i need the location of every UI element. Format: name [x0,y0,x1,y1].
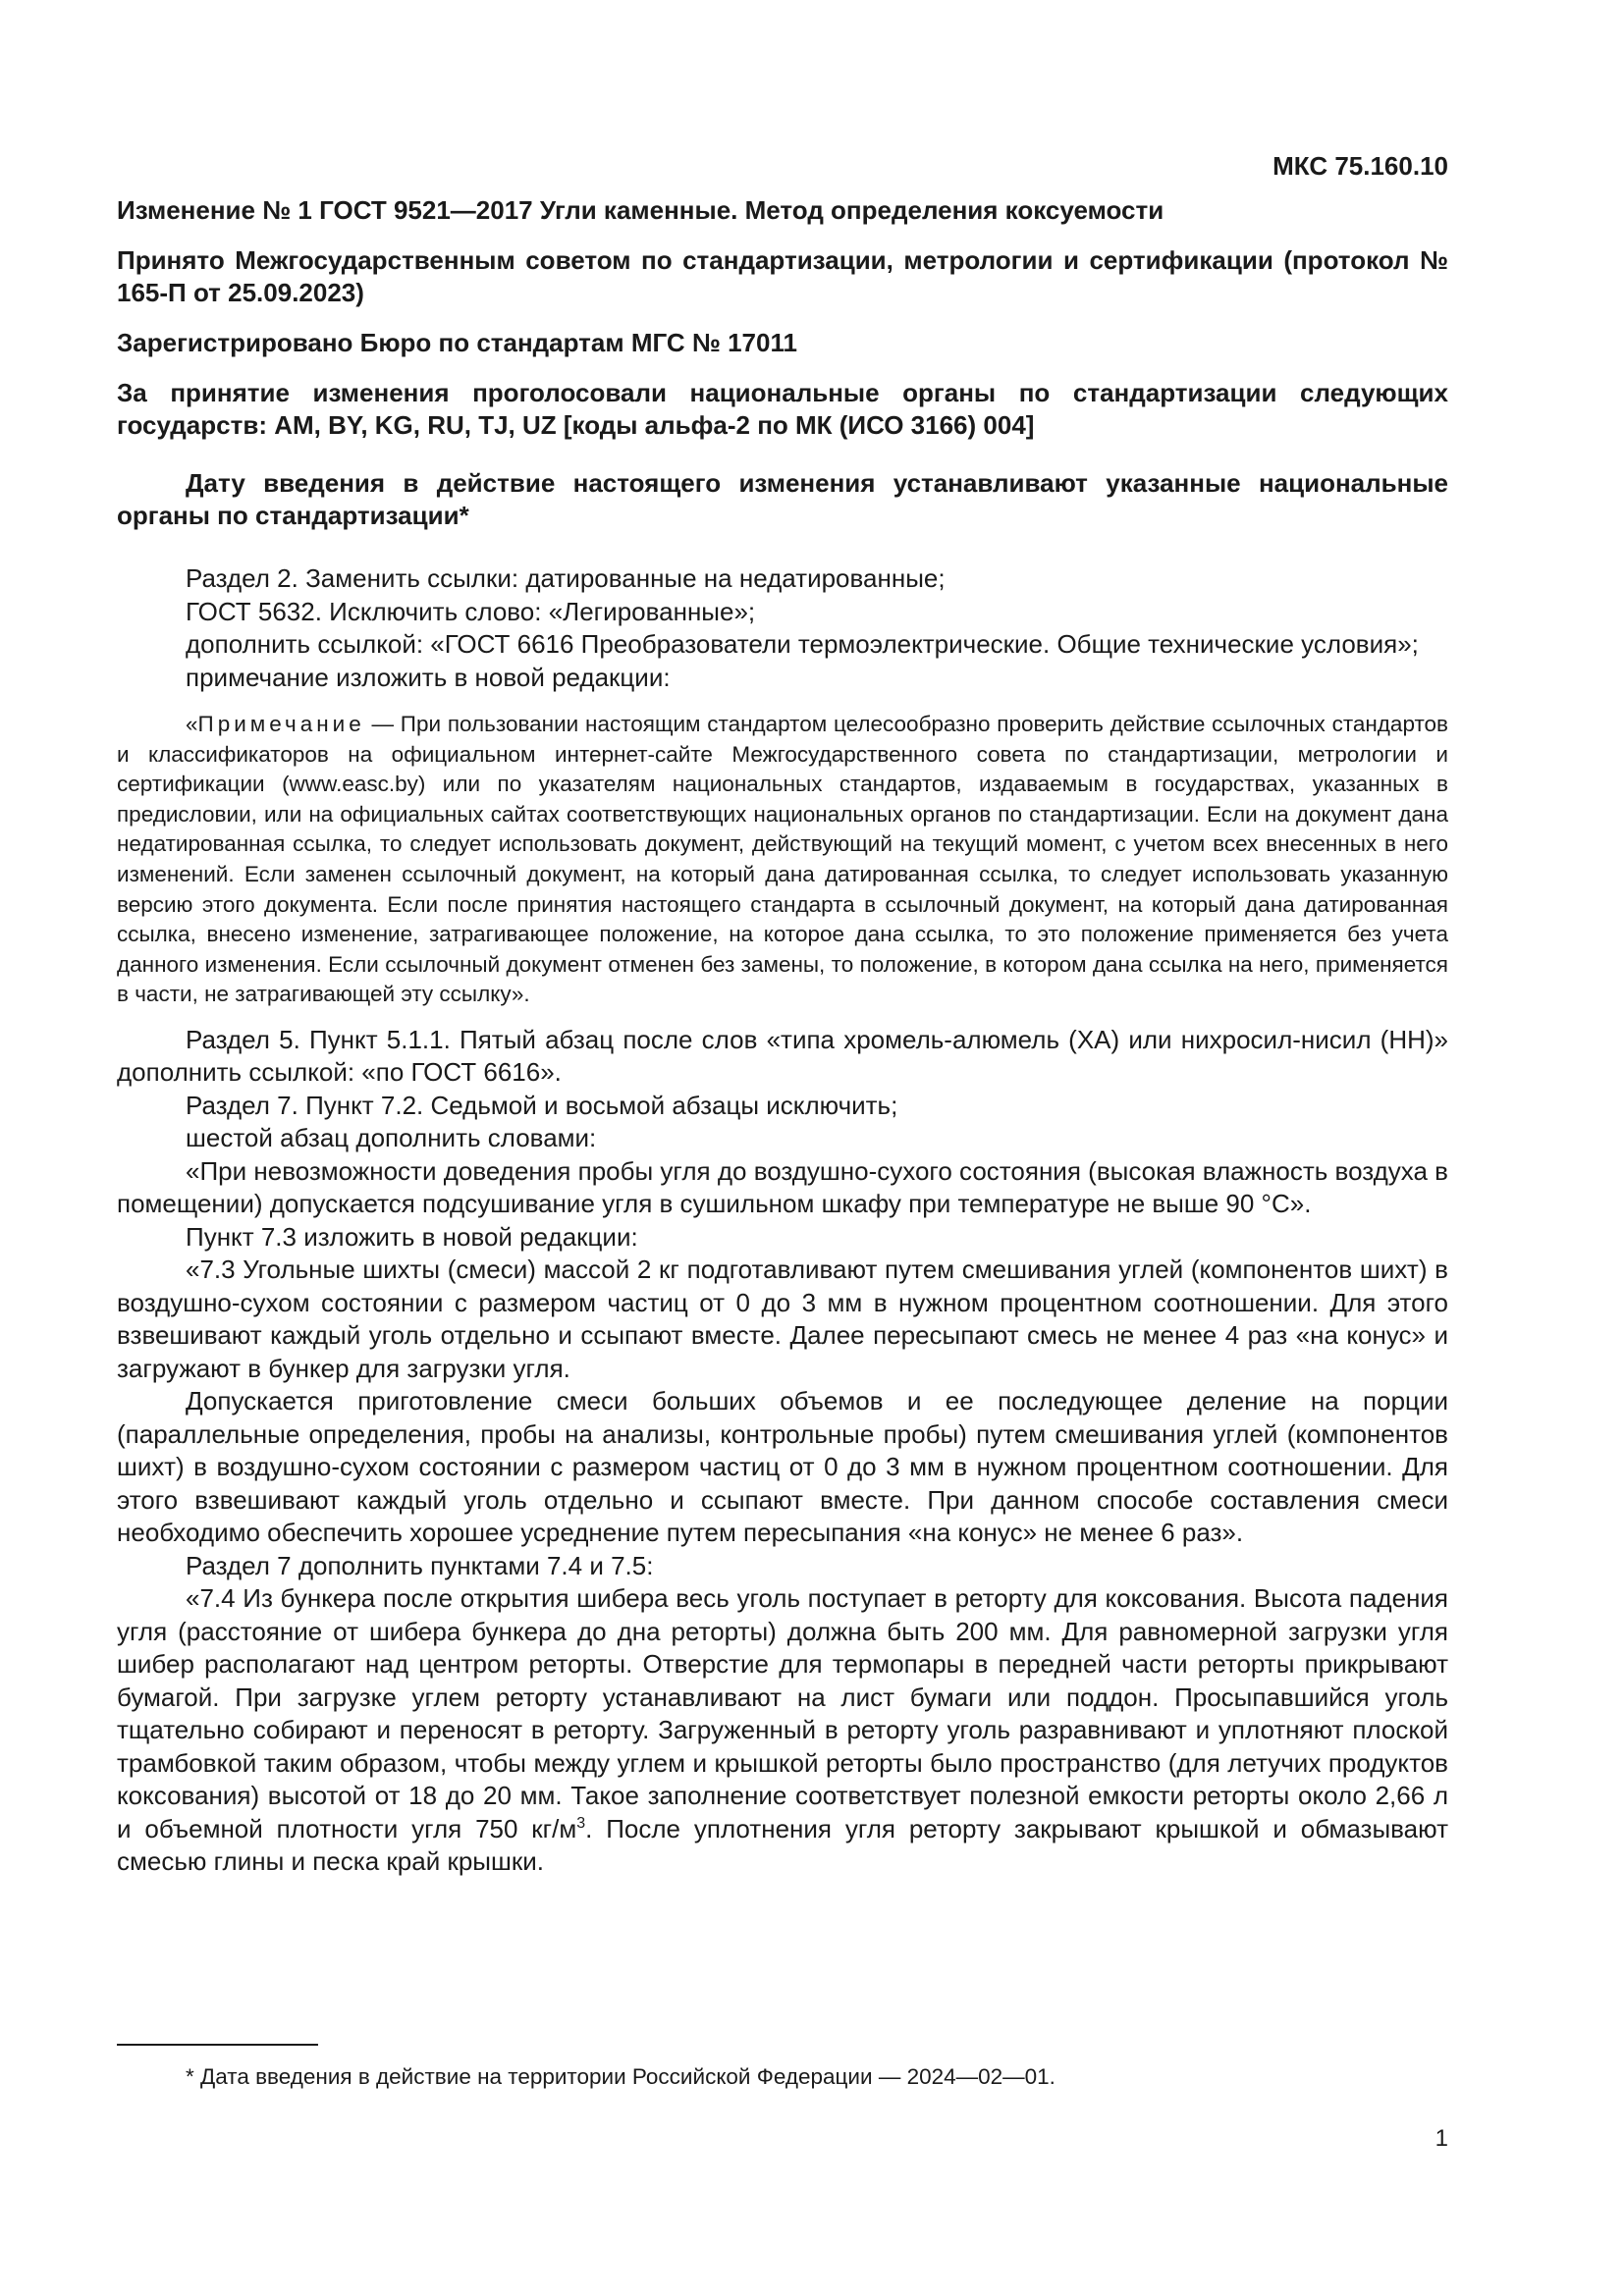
amendment-header [117,194,1448,550]
amendment-body [117,562,1448,1879]
note-label: Примечание [197,712,365,736]
paragraph-7-3-intro: Пункт 7.3 изложить в новой редакции: [186,1221,638,1252]
registration-statement: Зарегистрировано Бюро по стандартам МГС № 17011 [117,328,797,357]
paragraph-sixth-abzac: шестой абзац дополнить словами: [186,1123,597,1153]
paragraph-note-intro: примечание изложить в новой редакции: [186,662,671,692]
effective-date-statement: Дату введения в действие настоящего изменения устанавливают указанные национальные органы по стандартизации* [117,468,1448,530]
paragraph-7-4-main: «7.4 Из бункера после открытия шибера весь уголь поступает в реторту для коксования. Высота падения угля (расстояние от шибера бункера до дна реторты) должна быть 200 мм. Для равномерной загрузки угля шибер располагают над центром реторты. Отверстие для термопары в передней части реторты прикрывают бумагой. При загрузке углем реторту устанавливают на лист бумаги или поддон. Просыпавшийся уголь тщательно собирают и переносят в реторту. Загруженный в реторту уголь разравнивают и уплотняют плоской трамбовкой таким образом, чтобы между углем и крышкой реторты было пространство (для летучих продуктов коксования) высотой от 18 до 20 мм. Такое заполнение соответствует полезной емкости реторты около 2,66 л и объемной плотности угля 750 кг/м [117,1583,1448,1843]
paragraph-section-7-2: Раздел 7. Пункт 7.2. Седьмой и восьмой абзацы исключить; [186,1090,898,1120]
paragraph-7-4-text [117,1582,1448,1879]
paragraph-7-3-allowed: Допускается приготовление смеси больших объемов и ее последующее деление на порции (параллельные определения, пробы на анализы, контрольные пробы) путем смешивания углей (компонентов шихт) в воздушно-сухом состоянии с размером частиц от 0 до 3 мм в нужном процентном соотношении. Для этого взвешивают каждый уголь отдельно и ссыпают вместе. При данном способе составления смеси необходимо обеспечить хорошее усреднение путем пересыпания «на конус» не менее 6 раз». [117,1386,1448,1548]
document-page [117,0,1448,2296]
adoption-statement: Принято Межгосударственным советом по стандартизации, метрологии и сертификации (протокол № 165-П от 25.09.2023) [117,245,1448,307]
paragraph-7-4-end: . После уплотнения угля реторту закрывают крышкой и обмазывают смесью глины и песка край крышки. [117,1813,1448,1877]
footnote-divider [117,2044,318,2046]
paragraph-7-3-text: «7.3 Угольные шихты (смеси) массой 2 кг подготавливают путем смешивания углей (компонентов шихт) в воздушно-сухом состоянии с размером частиц от 0 до 3 мм в нужном процентном соотношении. Для этого взвешивают каждый уголь отдельно и ссыпают вместе. Далее пересыпают смесь не менее 4 раз «на конус» и загружают в бункер для загрузки угля. [117,1255,1448,1383]
page-number: 1 [1435,2125,1448,2152]
amendment-title: Изменение № 1 ГОСТ 9521—2017 Угли каменные. Метод определения коксуемости [117,195,1164,225]
note-text: — При пользовании настоящим стандартом целесообразно проверить действие ссылочных стандартов и классификаторов на официальном интернет-сайте Межгосударственного совета по стандартизации, метрологии и сертификации (www.easc.by) или по указателям национальных стандартов, издаваемым в государствах, указанных в предисловии, или на официальных сайтах соответствующих национальных органов по стандартизации. Если на документ дана недатированная ссылка, то следует использовать документ, действующий на текущий момент, с учетом всех внесенных в него изменений. Если заменен ссылочный документ, на который дана датированная ссылка, то следует использовать указанную версию этого документа. Если после принятия настоящего стандарта в ссылочный документ, на который дана датированная ссылка, внесено изменение, затрагивающее положение, на которое дана ссылка, то это положение применяется без учета данного изменения. Если ссылочный документ отменен без замены, то положение, в котором дана ссылка на него, применяется в части, не затрагивающей эту ссылку». [117,712,1448,1007]
voting-statement: За принятие изменения проголосовали национальные органы по стандартизации следующих государств: AM, BY, KG, RU, TJ, UZ [коды альфа-2 по МК (ИСО 3166) 004] [117,378,1448,440]
mks-code: МКС 75.160.10 [1272,151,1448,181]
paragraph-section-5: Раздел 5. Пункт 5.1.1. Пятый абзац после слов «типа хромель-алюмель (ХА) или нихросил-нисил (НН)» дополнить ссылкой: «по ГОСТ 6616». [117,1024,1448,1088]
cubic-superscript: 3 [576,1814,586,1832]
note-paragraph [117,710,1448,1010]
paragraph-section-7-add: Раздел 7 дополнить пунктами 7.4 и 7.5: [186,1550,654,1580]
paragraph-gost-5632: ГОСТ 5632. Исключить слово: «Легированные»; [186,596,756,626]
footnote: * Дата введения в действие на территории Российской Федерации — 2024—02—01. [186,2064,1056,2089]
paragraph-add-gost-6616: дополнить ссылкой: «ГОСТ 6616 Преобразователи термоэлектрические. Общие технические условия»; [186,629,1419,659]
paragraph-section-2: Раздел 2. Заменить ссылки: датированные на недатированные; [186,563,946,593]
paragraph-drying-quote: «При невозможности доведения пробы угля до воздушно-сухого состояния (высокая влажность воздуха в помещении) допускается подсушивание угля в сушильном шкафу при температуре не выше 90 °С». [117,1155,1448,1219]
note-open-quote: « [186,712,198,736]
